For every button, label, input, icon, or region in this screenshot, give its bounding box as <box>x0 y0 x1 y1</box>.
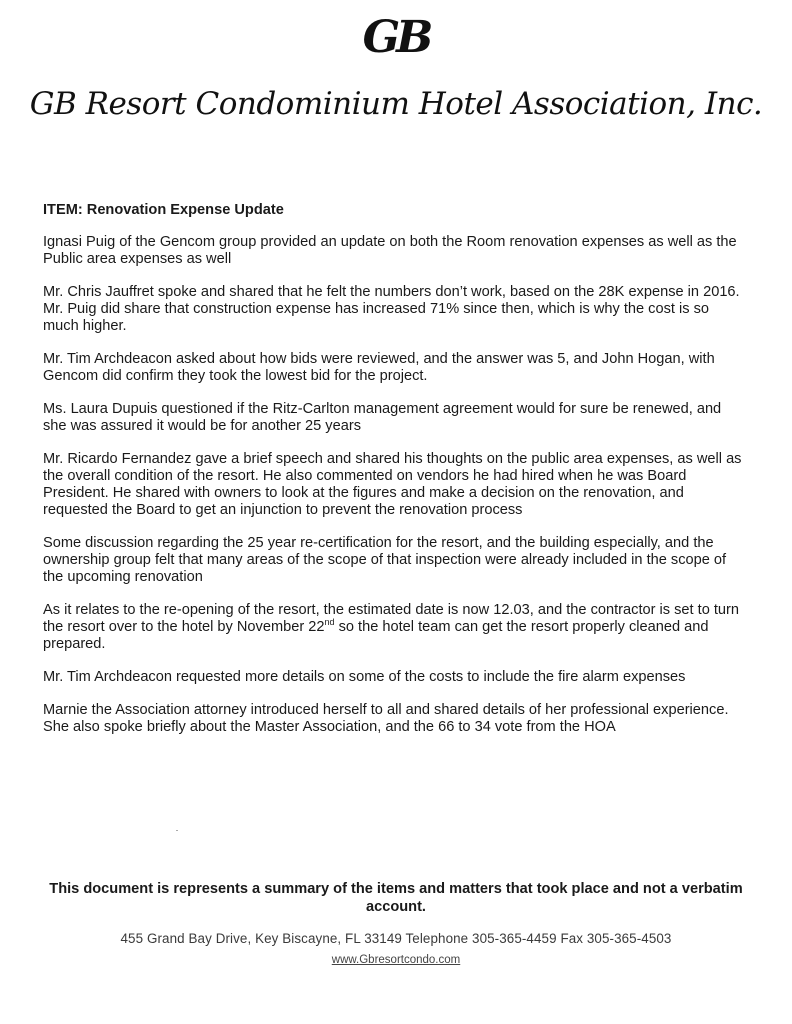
paragraph-jauffret: Mr. Chris Jauffret spoke and shared that he felt the numbers don’t work, based on the 28K expense in 2016. Mr. Puig did share that construction expense has increased 71% since then, which is why the cost is so much higher. <box>43 284 740 334</box>
paragraph-update: Ignasi Puig of the Gencom group provided an update on both the Room renovation expenses as well as the Public area expenses as well <box>43 234 737 267</box>
contact-address: 455 Grand Bay Drive, Key Biscayne, FL 33149 Telephone 305-365-4459 Fax 305-365-4503 <box>120 931 672 946</box>
scan-speck <box>176 830 178 831</box>
organization-name: GB Resort Condominium Hotel Association, Inc. <box>29 86 763 122</box>
reopening-text-end: so the hotel team can get the resort properly cleaned and prepared. <box>43 619 709 652</box>
paragraph-recertification: Some discussion regarding the 25 year re-certification for the resort, and the building especially, and the ownership group felt that many areas of the scope of that inspection were already included in the scope of the upcoming renovation <box>43 535 727 585</box>
paragraph-fernandez: Mr. Ricardo Fernandez gave a brief speech and shared his thoughts on the public area expenses, as well as the overall condition of the resort. He also commented on vendors he had hired when he was Board President. He shared with owners to look at the figures and make a decision on the renovation, and requested the Board to get an injunction to prevent the renovation process <box>43 451 742 518</box>
paragraph-agreement: Ms. Laura Dupuis questioned if the Ritz-Carlton management agreement would for sure be renewed, and she was assured it would be for another 25 years <box>43 401 722 434</box>
paragraph-attorney: Marnie the Association attorney introduced herself to all and shared details of her professional experience. She also spoke briefly about the Master Association, and the 66 to 34 vote from the HOA <box>43 702 729 735</box>
logo-monogram: GB <box>362 12 430 63</box>
paragraph-bids: Mr. Tim Archdeacon asked about how bids were reviewed, and the answer was 5, and John Hogan, with Gencom did confirm they took the lowest bid for the project. <box>43 351 715 384</box>
paragraph-fire-alarm: Mr. Tim Archdeacon requested more details on some of the costs to include the fire alarm expenses <box>43 669 686 685</box>
item-title: ITEM: Renovation Expense Update <box>43 202 284 218</box>
minutes-body <box>43 202 743 752</box>
reopening-ordinal: nd <box>324 617 335 628</box>
website-line <box>0 954 792 966</box>
paragraph-reopening <box>43 602 743 653</box>
disclaimer-note: This document is represents a summary of the items and matters that took place and not a verbatim account. <box>49 881 743 915</box>
website-link[interactable]: www.Gbresortcondo.com <box>331 954 461 966</box>
reopening-text-start: As it relates to the re-opening of the resort, the estimated date is now 12.03, and the contractor is set to turn the resort over to the hotel by November 22 <box>43 602 740 635</box>
